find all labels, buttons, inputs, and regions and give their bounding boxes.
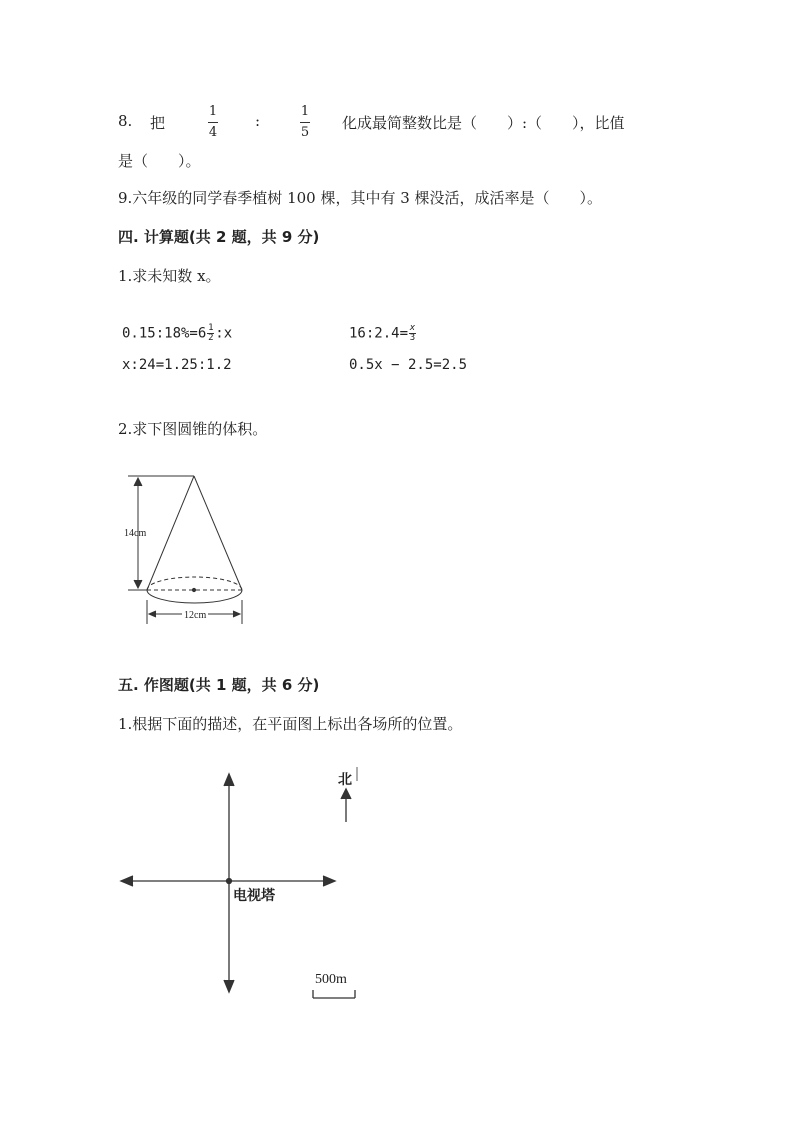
q8-number: 8. xyxy=(118,112,133,130)
map-scale-label: 500m xyxy=(315,972,347,987)
eq2-left: 16:2.4= xyxy=(349,325,409,342)
map-center-point xyxy=(227,879,232,884)
section5-item1: 1.根据下面的描述，在平面图上标出各场所的位置。 xyxy=(118,715,463,733)
cone-height-label: 14cm xyxy=(124,528,147,539)
map-arrow-left xyxy=(121,876,133,886)
cone-figure xyxy=(128,476,242,624)
eq1-right: :x xyxy=(215,325,233,342)
diameter-arrow-right xyxy=(233,611,240,617)
section5-title: 五. 作图题(共 1 题，共 6 分) xyxy=(118,676,320,694)
cone-diameter-label: 12cm xyxy=(184,610,207,621)
eq1-left: 0.15:18%=6 xyxy=(122,325,207,342)
eq1-frac-num: 1 xyxy=(208,323,214,333)
section4-item1: 1.求未知数 x。 xyxy=(118,267,221,285)
map-arrow-up xyxy=(224,774,234,786)
equation-4: 0.5x − 2.5=2.5 xyxy=(349,357,468,373)
q9-text: 9.六年级的同学春季植树 100 棵，其中有 3 棵没活，成活率是（ ）。 xyxy=(118,189,603,207)
diameter-arrow-left xyxy=(149,611,156,617)
height-arrow-top xyxy=(134,478,142,486)
map-arrow-down xyxy=(224,980,234,992)
map-figure xyxy=(121,767,357,998)
cone-left-side xyxy=(147,476,194,590)
map-north-label: 北 xyxy=(338,772,352,788)
height-arrow-bottom xyxy=(134,580,142,588)
q8-line2: 是（ ）。 xyxy=(118,152,201,170)
eq2-frac-den: 3 xyxy=(409,333,416,343)
eq1-frac-den: 2 xyxy=(208,333,214,343)
cone-right-side xyxy=(194,476,242,590)
q8-colon: : xyxy=(255,112,261,130)
north-arrow-head xyxy=(341,789,351,799)
map-arrow-right xyxy=(323,876,335,886)
cone-center-dot xyxy=(192,588,195,591)
q8-rest: 化成最简整数比是（ ）:（ ），比值 xyxy=(342,114,625,132)
q8-frac2-denominator: 5 xyxy=(300,125,310,140)
q8-word-ba: 把 xyxy=(150,114,166,132)
section4-item2: 2.求下图圆锥的体积。 xyxy=(118,420,268,438)
map-center-label: 电视塔 xyxy=(233,888,275,904)
q8-frac1-numerator: 1 xyxy=(208,104,218,119)
section4-title: 四. 计算题(共 2 题，共 9 分) xyxy=(118,228,320,246)
q8-frac2-numerator: 1 xyxy=(300,104,310,119)
eq2-frac-num: x xyxy=(409,323,416,333)
equation-3: x:24=1.25:1.2 xyxy=(122,357,232,373)
q8-frac1-denominator: 4 xyxy=(208,125,218,140)
